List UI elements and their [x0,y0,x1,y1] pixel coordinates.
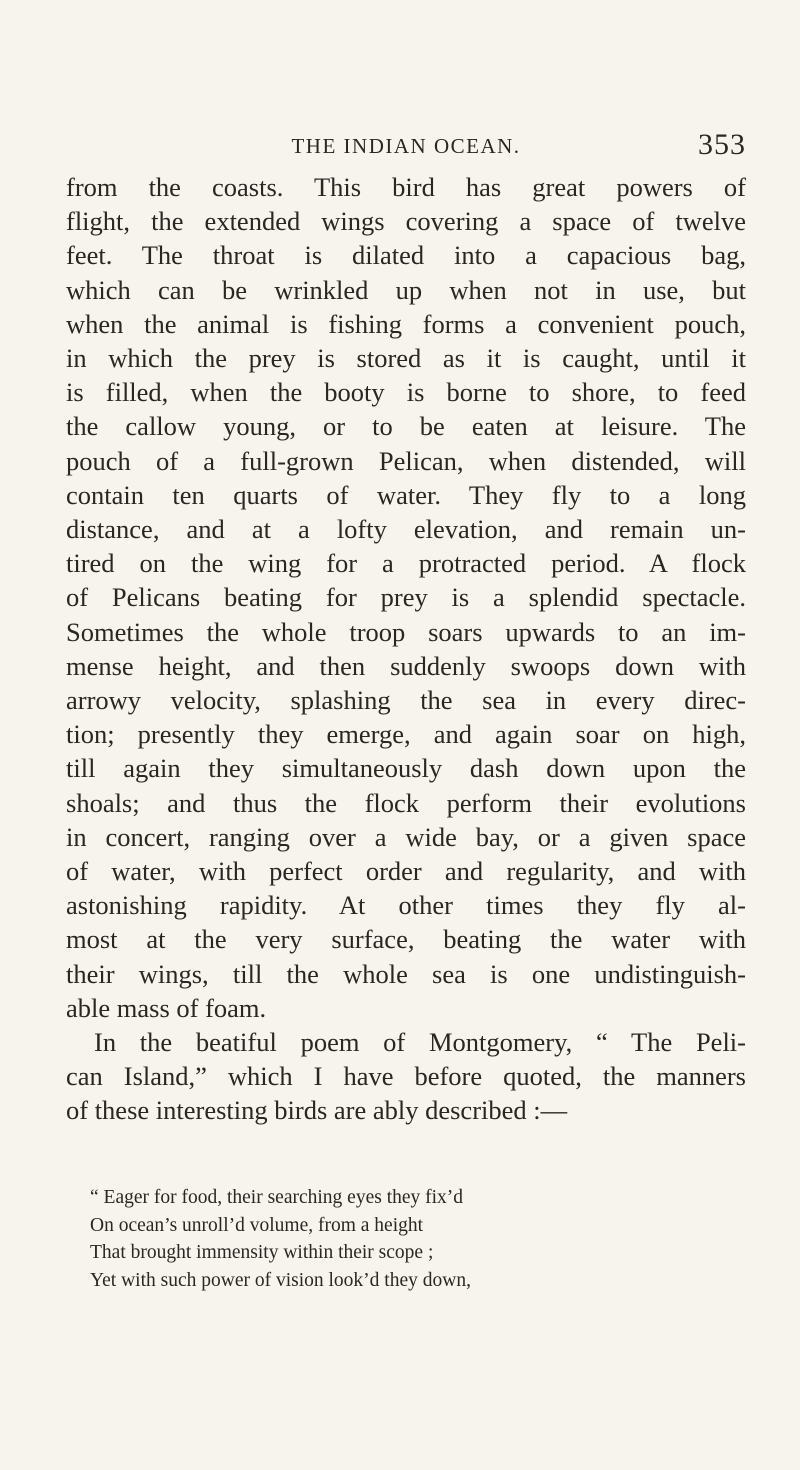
text-line: is filled, when the booty is borne to shore, to feed [66,377,746,408]
text-line: flight, the extended wings covering a space of twelve [66,206,746,237]
verse-line: That brought immensity within their scope ; [90,1242,434,1263]
text-line: till again they simultaneously dash down upon the [66,753,746,784]
text-line: Sometimes the whole troop soars upwards to an im- [66,616,746,647]
text-line: contain ten quarts of water. They fly to a long [66,479,746,510]
verse-line: On ocean’s unroll’d volume, from a height [90,1214,424,1236]
text-line: in which the prey is stored as it is caught, until it [66,343,746,374]
text-line: pouch of a full-grown Pelican, when distended, will [66,445,746,476]
text-line: when the animal is fishing forms a convenient pouch, [66,308,746,339]
text-line: the callow young, or to be eaten at leisure. The [66,411,746,442]
text-line: shoals; and thus the flock perform their evolutions [66,787,746,818]
verse-line: Yet with such power of vision look’d they down, [90,1269,471,1291]
text-line: arrowy velocity, splashing the sea in every direc- [66,685,746,716]
text-line: astonishing rapidity. At other times they fly al- [66,890,746,921]
text-line: can Island,” which I have before quoted, the manners [66,1061,746,1092]
text-line: tired on the wing for a protracted period. A flock [66,548,746,579]
paragraph-montgomery-poem [66,1025,746,1128]
text-line: from the coasts. This bird has great powers of [66,172,746,202]
text-line: of these interesting birds are ably described :— [66,1095,568,1126]
text-line: feet. The throat is dilated into a capacious bag, [66,240,746,271]
text-line: In the beatiful poem of Montgomery, “ The Peli- [94,1027,746,1058]
paragraph-pelican-flight [66,170,746,1025]
running-title: THE INDIAN OCEAN. [291,134,521,158]
text-line: distance, and at a lofty elevation, and remain un- [66,514,746,545]
verse-line: “ Eager for food, their searching eyes they fix’d [90,1187,464,1208]
text-line: their wings, till the whole sea is one undistinguish- [66,958,746,989]
text-line: tion; presently they emerge, and again soar on high, [66,719,746,750]
verse-quotation [90,1184,690,1294]
text-line: able mass of foam. [66,992,267,1023]
text-line: of Pelicans beating for prey is a splendid spectacle. [66,582,746,613]
text-line: which can be wrinkled up when not in use, but [66,274,746,305]
body-text [66,170,746,1128]
text-line: mense height, and then suddenly swoops down with [66,650,746,681]
running-head [66,128,746,171]
text-line: most at the very surface, beating the water with [66,924,746,955]
page-number: 353 [698,128,746,161]
text-line: in concert, ranging over a wide bay, or a given space [66,821,746,852]
text-line: of water, with perfect order and regularity, and with [66,856,746,887]
